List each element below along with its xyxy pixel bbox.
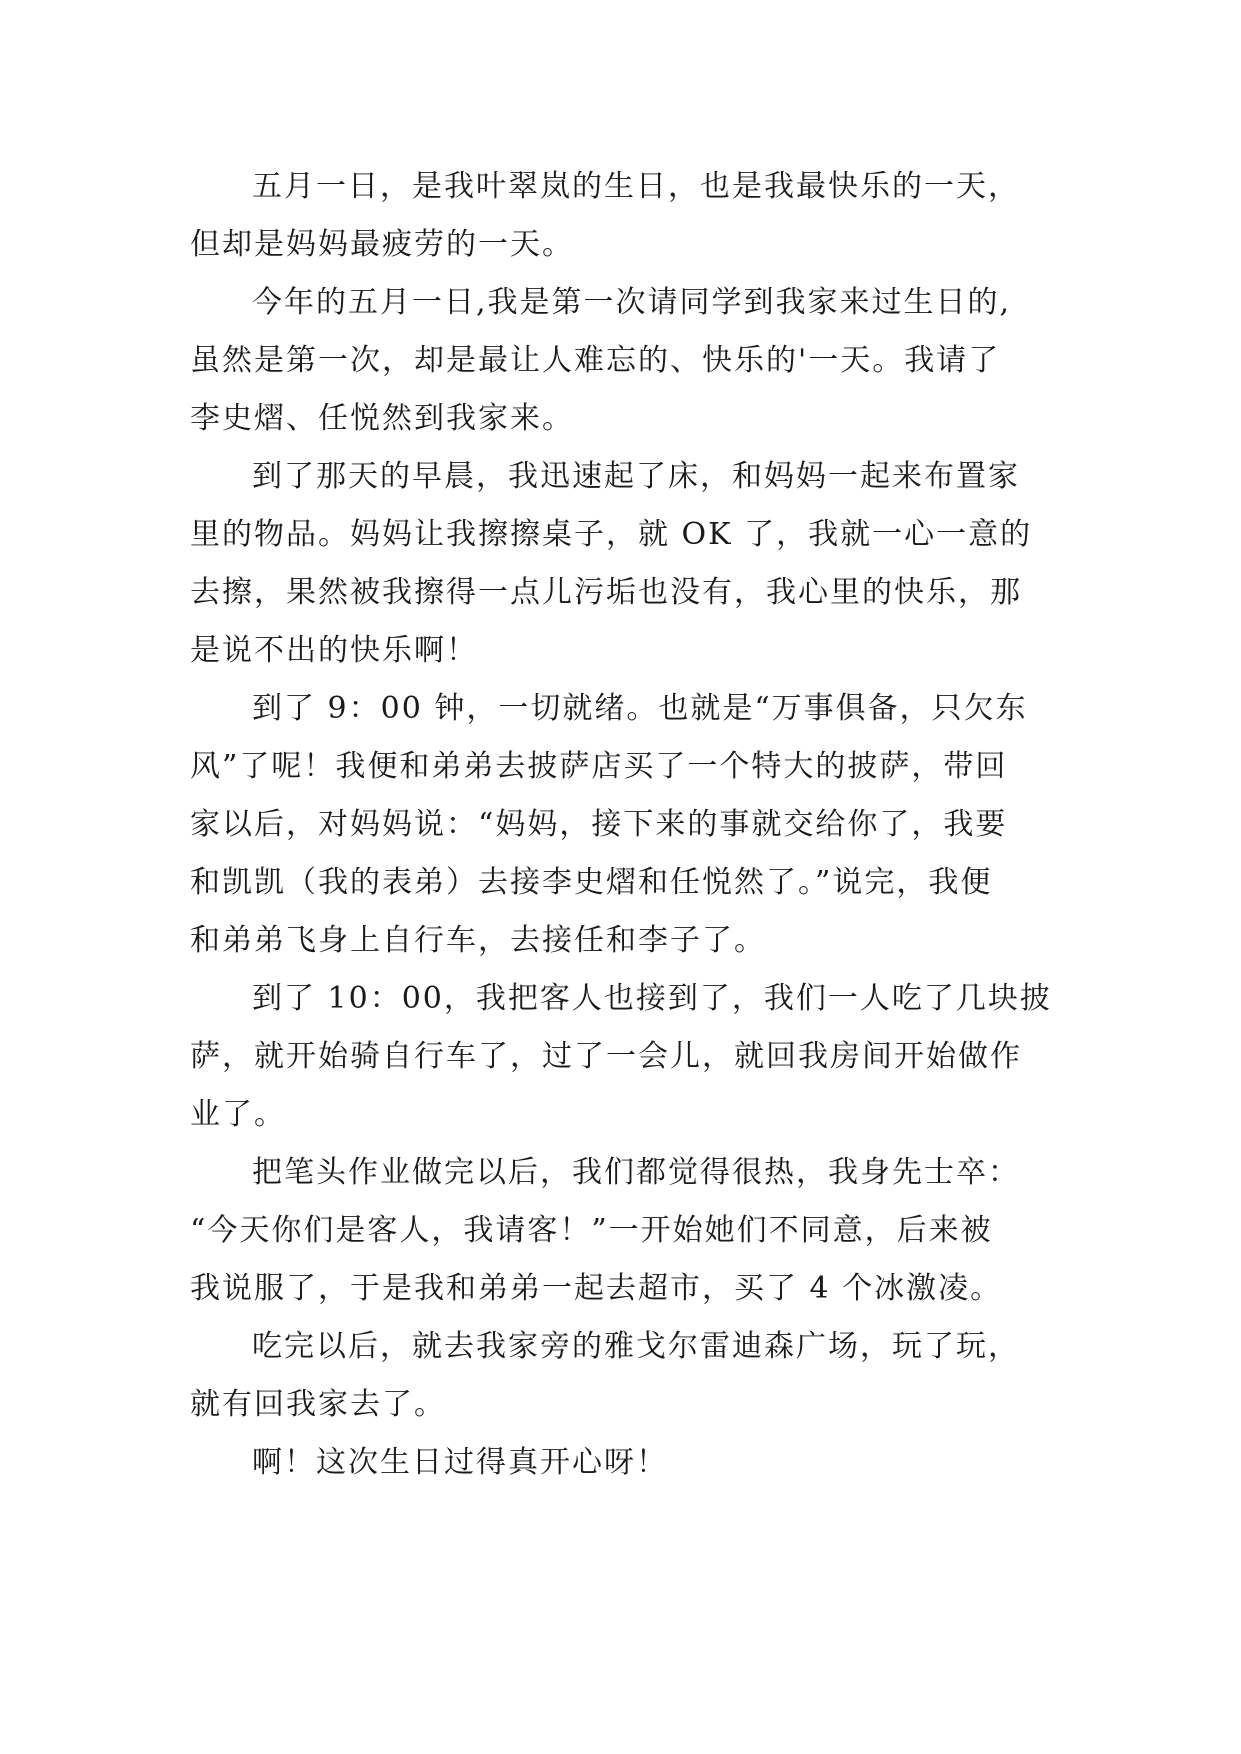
paragraph-4-line-3: 家以后，对妈妈说：“妈妈，接下来的事就交给你了，我要	[190, 807, 1008, 842]
paragraph-2-line-1: 今年的五月一日,我是第一次请同学到我家来过生日的,	[252, 285, 1012, 320]
paragraph-6-line-3: 我说服了，于是我和弟弟一起去超市，买了 4 个冰激凌。	[190, 1271, 1003, 1306]
paragraph-1-line-1: 五月一日，是我叶翠岚的生日，也是我最快乐的一天，	[252, 169, 1020, 204]
paragraph-2-line-2: 虽然是第一次，却是最让人难忘的、快乐的'一天。我请了	[190, 343, 1001, 378]
paragraph-7-line-1: 吃完以后，就去我家旁的雅戈尔雷迪森广场，玩了玩，	[252, 1329, 1020, 1364]
paragraph-5-line-1: 到了 10：00，我把客人也接到了，我们一人吃了几块披	[252, 981, 1052, 1016]
paragraph-6-line-1: 把笔头作业做完以后，我们都觉得很热，我身先士卒：	[252, 1155, 1020, 1190]
paragraph-8-line-1: 啊！这次生日过得真开心呀！	[252, 1445, 668, 1480]
paragraph-4-line-1: 到了 9：00 钟，一切就绪。也就是“万事俱备，只欠东	[252, 691, 1028, 726]
paragraph-3-line-3: 去擦，果然被我擦得一点儿污垢也没有，我心里的快乐，那	[190, 575, 1022, 610]
paragraph-4-line-2: 风”了呢！我便和弟弟去披萨店买了一个特大的披萨，带回	[190, 749, 1008, 784]
paragraph-6-line-2: “今天你们是客人，我请客！”一开始她们不同意，后来被	[190, 1213, 993, 1248]
paragraph-7-line-2: 就有回我家去了。	[190, 1387, 446, 1422]
paragraph-5-line-2: 萨，就开始骑自行车了，过了一会儿，就回我房间开始做作	[190, 1039, 1022, 1074]
paragraph-5-line-3: 业了。	[190, 1097, 286, 1132]
paragraph-1-line-2: 但却是妈妈最疲劳的一天。	[190, 227, 574, 262]
paragraph-3-line-2: 里的物品。妈妈让我擦擦桌子，就 OK 了，我就一心一意的	[190, 517, 1033, 552]
paragraph-3-line-4: 是说不出的快乐啊！	[190, 633, 478, 668]
paragraph-3-line-1: 到了那天的早晨，我迅速起了床，和妈妈一起来布置家	[252, 459, 1020, 494]
paragraph-4-line-5: 和弟弟飞身上自行车，去接任和李子了。	[190, 923, 766, 958]
document-body	[190, 158, 1070, 1492]
paragraph-4-line-4: 和凯凯（我的表弟）去接李史熠和任悦然了。”说完，我便	[190, 865, 993, 900]
paragraph-2-line-3: 李史熠、任悦然到我家来。	[190, 401, 574, 436]
